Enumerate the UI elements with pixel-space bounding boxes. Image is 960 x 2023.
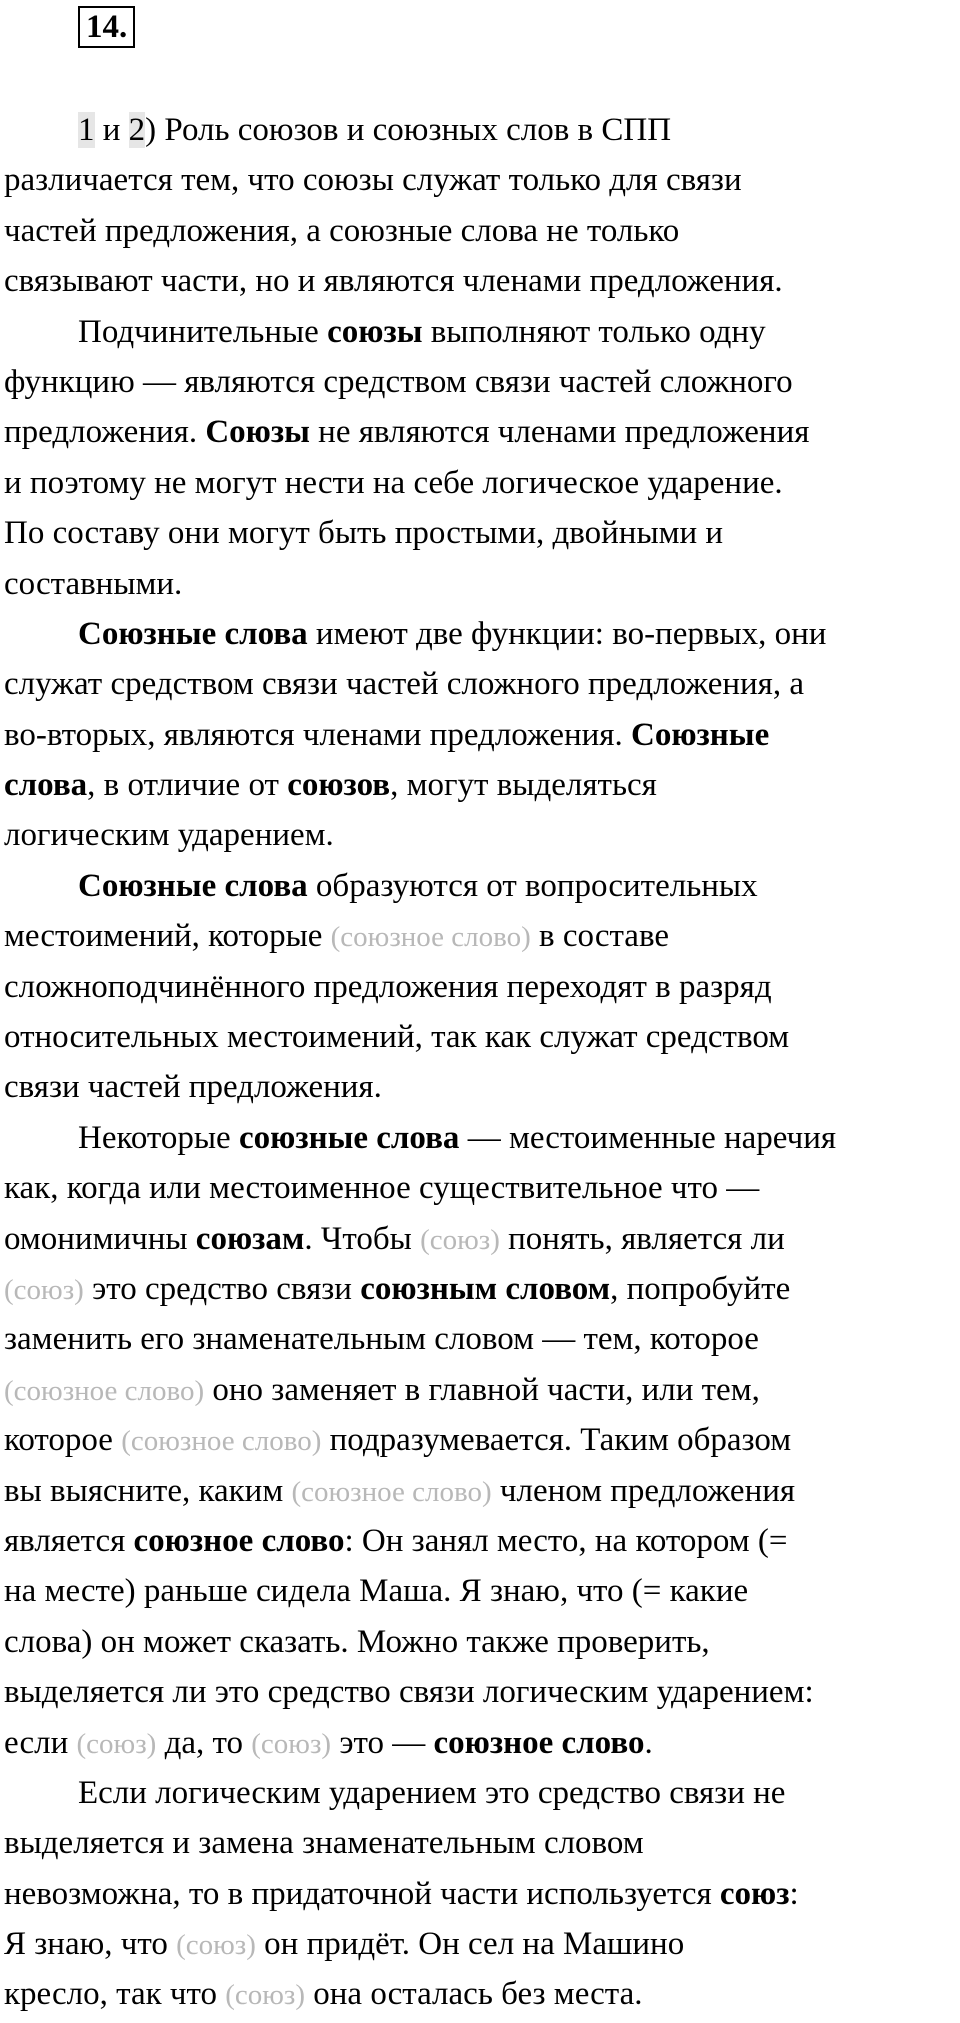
text-line: [4, 1012, 960, 1062]
bold-term: союзов: [287, 767, 391, 804]
text-run: , могут выделяться: [390, 767, 657, 804]
text-run: членом предложения: [491, 1472, 796, 1509]
text-line: [4, 357, 960, 407]
grey-annotation: (союзное слово): [4, 1374, 205, 1407]
text-run: подразумевается. Таким образом: [321, 1422, 792, 1459]
text-run: функцию — являются средством связи частей сложного: [4, 363, 793, 400]
grey-annotation: (союз): [76, 1727, 157, 1760]
text-run: это —: [331, 1724, 434, 1761]
text-run: логическим ударением.: [4, 817, 334, 854]
text-run: :: [789, 1875, 799, 1912]
text-run: вы выясните, каким: [4, 1472, 292, 1509]
text-run: выделяется ли это средство связи логическим ударением:: [4, 1674, 814, 1711]
bold-term: союз: [719, 1875, 790, 1912]
text-run: связи частей предложения.: [4, 1069, 382, 1106]
text-line: [4, 1264, 960, 1314]
grey-annotation: (союз): [176, 1929, 256, 1962]
text-run: выделяется и замена знаменательным словом: [4, 1825, 644, 1862]
text-line: [4, 1667, 960, 1717]
text-run: образуются от вопросительных: [307, 867, 758, 904]
text-run: .: [644, 1724, 653, 1761]
text-run: он придёт. Он сел на Машино: [255, 1926, 685, 1963]
text-line: [4, 1314, 960, 1364]
bold-term: союзное слово: [433, 1724, 645, 1761]
grey-annotation: (союз): [420, 1223, 500, 1256]
text-run: служат средством связи частей сложного предложения, а: [4, 666, 804, 703]
text-line: [4, 1617, 960, 1667]
bold-term: Союзные слова: [78, 867, 308, 904]
text-run: невозможна, то в придаточной части используется: [4, 1875, 720, 1912]
text-line: [4, 256, 960, 306]
text-run: составными.: [4, 565, 183, 602]
bold-term: Союзы: [205, 414, 310, 451]
text-line: [4, 155, 960, 205]
text-line: [4, 307, 960, 357]
text-run: , попробуйте: [610, 1270, 791, 1307]
text-line: [4, 911, 960, 961]
text-run: ) Роль союзов и союзных слов в СПП: [145, 112, 672, 148]
text-run: Некоторые: [78, 1119, 239, 1156]
text-run: . Чтобы: [304, 1220, 421, 1257]
highlighted-number: 2: [128, 112, 146, 148]
bold-term: союзам: [195, 1220, 305, 1257]
text-run: во-вторых, являются членами предложения.: [4, 716, 631, 753]
text-line: [4, 1365, 960, 1415]
bold-term: союзные слова: [238, 1119, 460, 1156]
text-run: — местоименные наречия: [459, 1119, 837, 1156]
text-line: [4, 1214, 960, 1264]
text-line: [4, 1516, 960, 1566]
text-run: : Он занял место, на котором (=: [344, 1522, 788, 1559]
answer-text: [4, 105, 960, 2020]
text-line: [4, 1415, 960, 1465]
bold-term: союзное слово: [133, 1522, 345, 1559]
text-run: и поэтому не могут нести на себе логическое ударение.: [4, 464, 783, 501]
text-run: оно заменяет в главной части, или тем,: [204, 1371, 760, 1408]
text-line: [4, 508, 960, 558]
text-run: связывают части, но и являются членами предложения.: [4, 263, 783, 300]
text-run: относительных местоимений, так как служат средством: [4, 1019, 790, 1056]
text-run: в составе: [530, 918, 669, 955]
text-line: [4, 206, 960, 256]
text-run: она осталась без места.: [305, 1976, 643, 2013]
task-number-badge: 14.: [78, 6, 135, 48]
bold-term: Союзные слова: [78, 615, 308, 652]
text-line: [4, 710, 960, 760]
text-line: [4, 1768, 960, 1818]
text-run: предложения.: [4, 414, 206, 451]
grey-annotation: (союз): [251, 1727, 332, 1760]
text-line: [4, 1163, 960, 1213]
text-line: [4, 1566, 960, 1616]
text-line: [4, 1818, 960, 1868]
text-line: [4, 1969, 960, 2019]
text-run: кресло, так что: [4, 1976, 226, 2013]
text-run: является: [4, 1522, 134, 1559]
grey-annotation: (союз): [225, 1979, 306, 2012]
bold-term: союзы: [327, 313, 423, 350]
text-run: местоимений, которые: [4, 918, 331, 955]
text-line: [4, 760, 960, 810]
text-run: заменить его знаменательным словом — тем, которое: [4, 1321, 759, 1358]
grey-annotation: (союз): [4, 1273, 84, 1306]
text-run: слова) он может сказать. Можно также проверить,: [4, 1623, 710, 1660]
text-line: [4, 1718, 960, 1768]
text-line: [4, 559, 960, 609]
bold-term: слова: [4, 767, 88, 804]
text-run: и: [94, 112, 129, 148]
text-line: [4, 1113, 960, 1163]
text-run: различается тем, что союзы служат только для связи: [4, 162, 742, 199]
text-line: [4, 861, 960, 911]
text-run: имеют две функции: во-первых, они: [307, 615, 827, 652]
text-line: [4, 810, 960, 860]
text-run: как, когда или местоименное существительное что —: [4, 1170, 760, 1207]
text-run: выполняют только одну: [422, 313, 766, 350]
text-line: [4, 407, 960, 457]
text-line: [4, 1062, 960, 1112]
text-line: [4, 962, 960, 1012]
text-run: По составу они могут быть простыми, двойными и: [4, 515, 724, 552]
text-run: сложноподчинённого предложения переходят в разряд: [4, 968, 772, 1005]
text-run: частей предложения, а союзные слова не только: [4, 212, 680, 249]
text-run: если: [4, 1724, 77, 1761]
text-line: [4, 609, 960, 659]
text-run: Подчинительные: [78, 313, 328, 350]
text-run: не являются членами предложения: [309, 414, 810, 451]
grey-annotation: (союзное слово): [291, 1475, 492, 1508]
text-run: на месте) раньше сидела Маша. Я знаю, что (= какие: [4, 1573, 749, 1610]
text-run: Если логическим ударением это средство связи не: [78, 1774, 786, 1811]
text-line: [4, 1869, 960, 1919]
text-line: [4, 659, 960, 709]
text-run: Я знаю, что: [4, 1926, 177, 1963]
bold-term: Союзные: [630, 716, 770, 753]
bold-term: союзным словом: [360, 1270, 611, 1307]
text-run: омонимичны: [4, 1220, 196, 1257]
text-run: , в отличие от: [87, 767, 288, 804]
text-line: [4, 1466, 960, 1516]
text-run: которое: [4, 1422, 122, 1459]
grey-annotation: (союзное слово): [121, 1425, 322, 1458]
text-run: да, то: [156, 1724, 252, 1761]
text-run: это средство связи: [83, 1270, 361, 1307]
text-line: [4, 458, 960, 508]
text-line: [4, 1919, 960, 1969]
highlighted-number: 1: [78, 112, 95, 148]
grey-annotation: (союзное слово): [330, 921, 531, 954]
text-run: понять, является ли: [499, 1220, 785, 1257]
text-line: [4, 105, 960, 155]
